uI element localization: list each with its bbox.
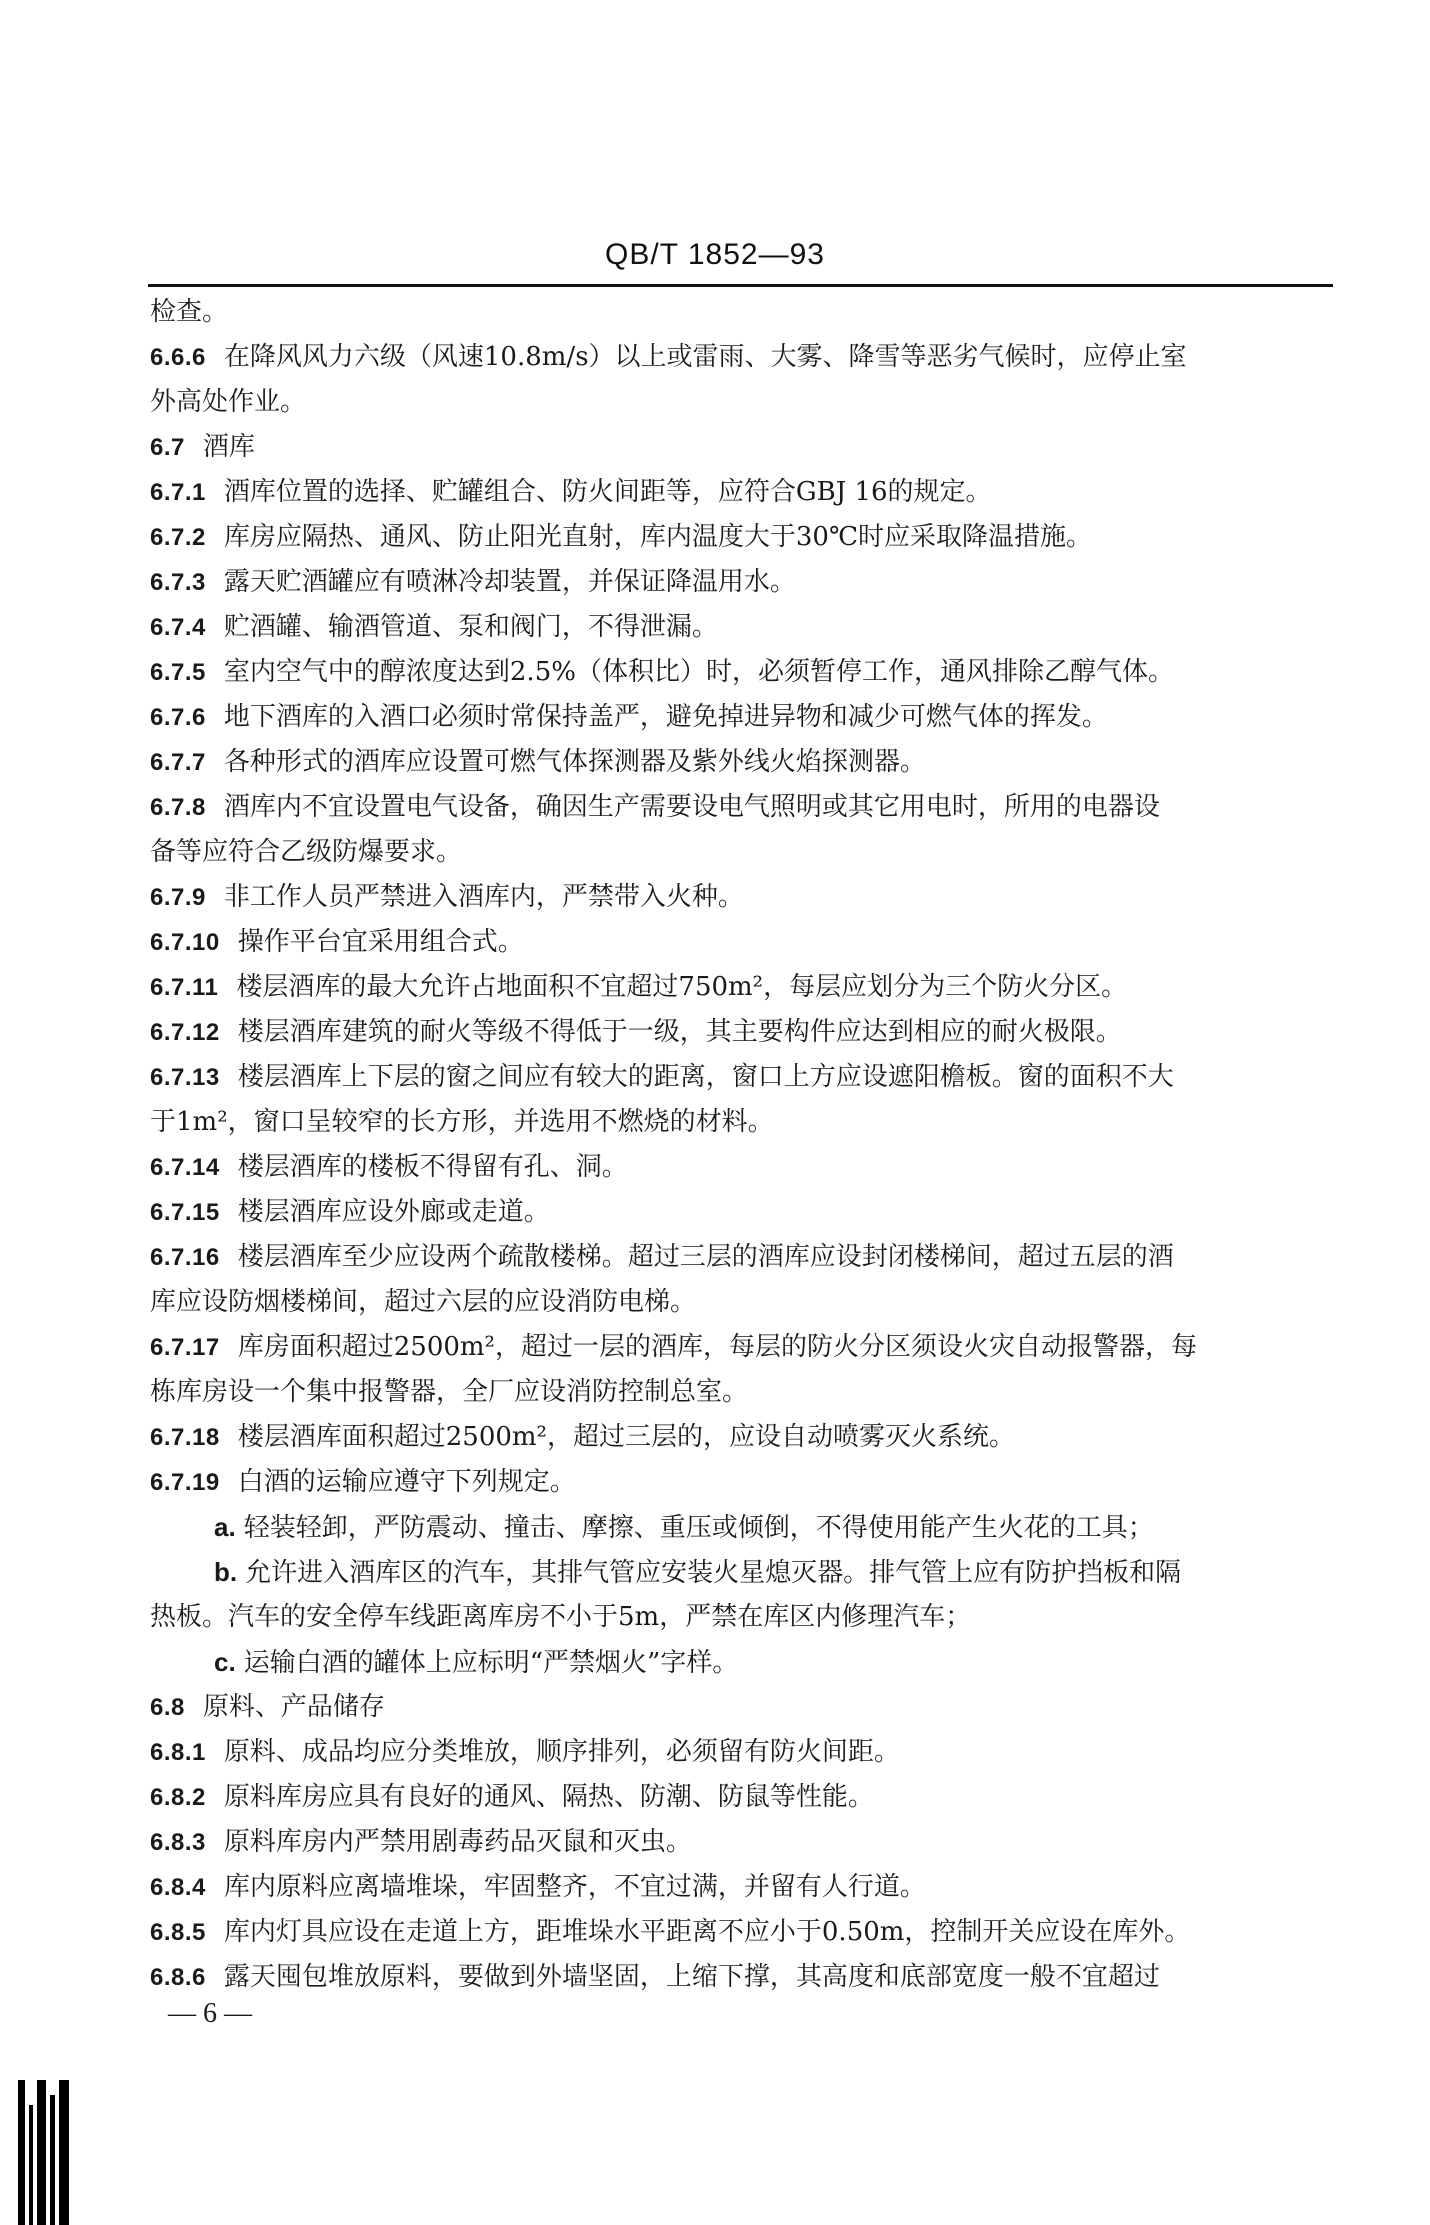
clause-text: 楼层酒库的最大允许占地面积不宜超过750m²，每层应划分为三个防火分区。 — [236, 972, 1128, 1002]
clause-number: 6.8.1 — [150, 1739, 206, 1766]
clause-number: 6.7.8 — [150, 794, 206, 821]
clause-text: 库内原料应离墙堆垛，牢固整齐，不宜过满，并留有人行道。 — [223, 1872, 926, 1902]
clause-number: 6.7.16 — [150, 1244, 220, 1271]
text-line — [150, 1010, 1335, 1055]
clause-number: 6.7.5 — [150, 659, 206, 686]
clause-text: 原料、产品储存 — [202, 1692, 385, 1722]
text-line — [150, 1640, 1335, 1685]
clause-text: 栋库房设一个集中报警器，全厂应设消防控制总室。 — [150, 1377, 749, 1407]
clause-number: 6.8.3 — [150, 1829, 206, 1856]
text-line — [150, 1910, 1335, 1955]
clause-text: 运输白酒的罐体上应标明“严禁烟火”字样。 — [243, 1648, 739, 1678]
clause-number: 6.8.2 — [150, 1784, 206, 1811]
clause-text: 楼层酒库应设外廊或走道。 — [237, 1197, 550, 1227]
clause-text: 楼层酒库建筑的耐火等级不得低于一级，其主要构件应达到相应的耐火极限。 — [237, 1017, 1122, 1047]
standard-number: 1852—93 — [687, 238, 825, 271]
clause-text: 允许进入酒库区的汽车，其排气管应安装火星熄灭器。排气管上应有防护挡板和隔 — [245, 1558, 1182, 1588]
clause-number: 6.7.19 — [150, 1469, 220, 1496]
text-line — [150, 425, 1335, 470]
text-line — [150, 1325, 1335, 1370]
text-line — [150, 515, 1335, 560]
clause-text: 非工作人员严禁进入酒库内，严禁带入火种。 — [223, 882, 744, 912]
clause-text: 楼层酒库面积超过2500m²，超过三层的，应设自动喷雾灭火系统。 — [237, 1422, 1015, 1452]
clause-text: 楼层酒库上下层的窗之间应有较大的距离，窗口上方应设遮阳檐板。窗的面积不大 — [237, 1062, 1174, 1092]
text-line — [150, 1460, 1335, 1505]
clause-number: 6.7.3 — [150, 569, 206, 596]
clause-text: 露天贮酒罐应有喷淋冷却装置，并保证降温用水。 — [223, 567, 796, 597]
text-line — [150, 650, 1335, 695]
text-line — [150, 740, 1335, 785]
clause-number: 6.7.13 — [150, 1064, 220, 1091]
clause-number: 6.7.1 — [150, 479, 206, 506]
clause-text: 酒库内不宜设置电气设备，确因生产需要设电气照明或其它用电时，所用的电器设 — [223, 792, 1160, 822]
clause-number: 6.7.15 — [150, 1199, 220, 1226]
clause-text: 在降风风力六级（风速10.8m/s）以上或雷雨、大雾、降雪等恶劣气候时，应停止室 — [223, 342, 1187, 372]
clause-text: 露天囤包堆放原料，要做到外墙坚固，上缩下撑，其高度和底部宽度一般不宜超过 — [223, 1962, 1160, 1992]
clause-number: 6.6.6 — [150, 344, 206, 371]
text-line — [150, 1370, 1335, 1415]
clause-number: 6.8.4 — [150, 1874, 206, 1901]
text-line — [150, 695, 1335, 740]
clause-text: 原料、成品均应分类堆放，顺序排列，必须留有防火间距。 — [223, 1737, 900, 1767]
clause-number: 6.7.7 — [150, 749, 206, 776]
clause-text: 备等应符合乙级防爆要求。 — [150, 837, 463, 867]
clause-number: 6.7.17 — [150, 1334, 220, 1361]
text-line — [150, 830, 1335, 875]
clause-number: 6.7.12 — [150, 1019, 220, 1046]
text-line — [150, 1865, 1335, 1910]
text-line — [150, 380, 1335, 425]
text-line — [150, 1820, 1335, 1865]
clause-text: 检查。 — [150, 297, 229, 327]
clause-number: 6.7.11 — [150, 974, 219, 1001]
document-body — [150, 290, 1335, 2000]
text-line — [150, 560, 1335, 605]
header-rule — [148, 284, 1333, 287]
text-line — [150, 1055, 1335, 1100]
text-line — [150, 605, 1335, 650]
list-item-label: b. — [214, 1557, 238, 1587]
page-header — [0, 238, 1430, 272]
clause-number: 6.7.10 — [150, 929, 220, 956]
clause-text: 各种形式的酒库应设置可燃气体探测器及紫外线火焰探测器。 — [223, 747, 926, 777]
clause-text: 外高处作业。 — [150, 387, 307, 417]
clause-number: 6.7 — [150, 434, 185, 461]
clause-text: 地下酒库的入酒口必须时常保持盖严，避免掉进异物和减少可燃气体的挥发。 — [223, 702, 1108, 732]
text-line — [150, 1280, 1335, 1325]
text-line — [150, 965, 1335, 1010]
text-line — [150, 1190, 1335, 1235]
clause-text: 库房面积超过2500m²，超过一层的酒库，每层的防火分区须设火灾自动报警器，每 — [237, 1332, 1197, 1362]
clause-text: 室内空气中的醇浓度达到2.5%（体积比）时，必须暂停工作，通风排除乙醇气体。 — [223, 657, 1174, 687]
list-item-label: c. — [214, 1647, 236, 1677]
clause-number: 6.7.18 — [150, 1424, 220, 1451]
text-line — [150, 470, 1335, 515]
clause-text: 楼层酒库至少应设两个疏散楼梯。超过三层的酒库应设封闭楼梯间，超过五层的酒 — [237, 1242, 1174, 1272]
clause-text: 库内灯具应设在走道上方，距堆垛水平距离不应小于0.50m，控制开关应设在库外。 — [223, 1917, 1191, 1947]
clause-number: 6.7.2 — [150, 524, 206, 551]
clause-text: 白酒的运输应遵守下列规定。 — [237, 1467, 576, 1497]
clause-text: 贮酒罐、输酒管道、泵和阀门，不得泄漏。 — [223, 612, 718, 642]
clause-text: 于1m²，窗口呈较窄的长方形，并选用不燃烧的材料。 — [150, 1107, 774, 1137]
clause-number: 6.7.14 — [150, 1154, 220, 1181]
page-number: — 6 — — [168, 1998, 252, 2029]
text-line — [150, 875, 1335, 920]
clause-text: 轻装轻卸，严防震动、撞击、摩擦、重压或倾倒，不得使用能产生火花的工具； — [243, 1513, 1154, 1543]
text-line — [150, 1595, 1335, 1640]
clause-text: 原料库房应具有良好的通风、隔热、防潮、防鼠等性能。 — [223, 1782, 874, 1812]
clause-text: 原料库房内严禁用剧毒药品灭鼠和灭虫。 — [223, 1827, 692, 1857]
clause-number: 6.7.9 — [150, 884, 206, 911]
clause-text: 库应设防烟楼梯间，超过六层的应设消防电梯。 — [150, 1287, 697, 1317]
clause-text: 楼层酒库的楼板不得留有孔、洞。 — [237, 1152, 628, 1182]
standard-code: QB/T — [605, 238, 688, 271]
text-line — [150, 785, 1335, 830]
text-line — [150, 1415, 1335, 1460]
list-item-label: a. — [214, 1512, 236, 1542]
clause-number: 6.8 — [150, 1694, 185, 1721]
text-line — [150, 1955, 1335, 2000]
text-line — [150, 1235, 1335, 1280]
text-line — [150, 1685, 1335, 1730]
text-line — [150, 335, 1335, 380]
clause-number: 6.7.6 — [150, 704, 206, 731]
clause-number: 6.7.4 — [150, 614, 206, 641]
text-line — [150, 1775, 1335, 1820]
clause-text: 酒库 — [202, 432, 255, 462]
text-line — [150, 1505, 1335, 1550]
scan-barcode-mark — [18, 2080, 74, 2225]
text-line — [150, 1550, 1335, 1595]
clause-text: 操作平台宜采用组合式。 — [237, 927, 524, 957]
text-line — [150, 920, 1335, 965]
clause-number: 6.8.5 — [150, 1919, 206, 1946]
clause-number: 6.8.6 — [150, 1964, 206, 1991]
text-line — [150, 1100, 1335, 1145]
clause-text: 酒库位置的选择、贮罐组合、防火间距等，应符合GBJ 16的规定。 — [223, 477, 992, 507]
text-line — [150, 1145, 1335, 1190]
text-line — [150, 290, 1335, 335]
text-line — [150, 1730, 1335, 1775]
clause-text: 热板。汽车的安全停车线距离库房不小于5m，严禁在库区内修理汽车； — [150, 1602, 972, 1632]
clause-text: 库房应隔热、通风、防止阳光直射，库内温度大于30℃时应采取降温措施。 — [223, 522, 1093, 552]
